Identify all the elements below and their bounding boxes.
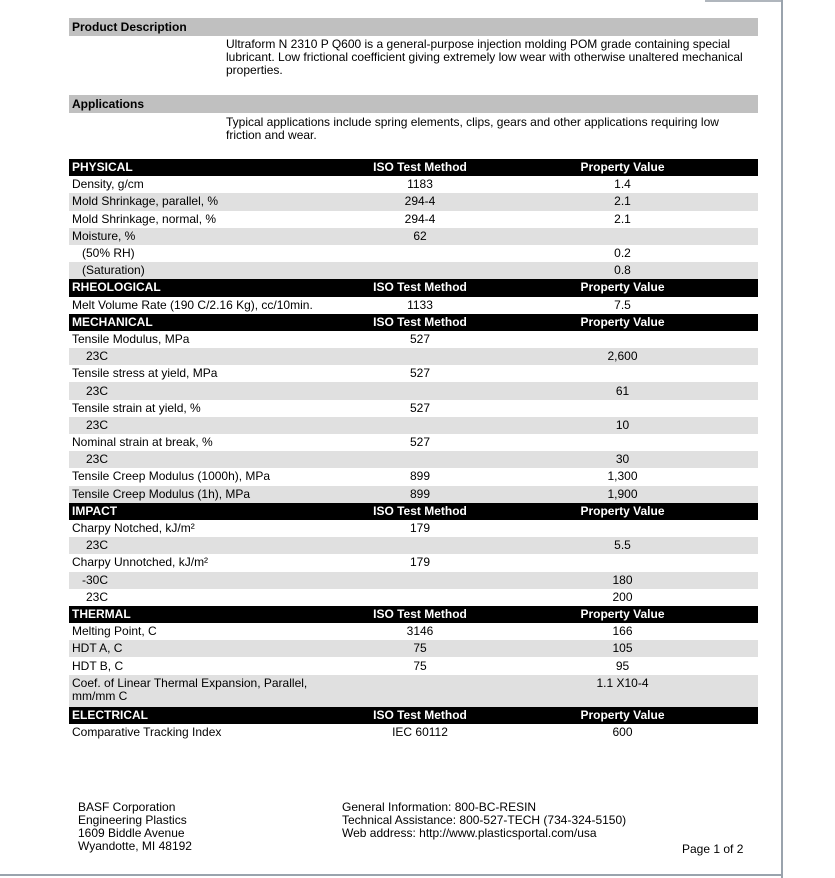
property-value xyxy=(487,554,758,571)
property-value: 166 xyxy=(612,624,633,639)
property-row xyxy=(69,331,758,348)
property-value xyxy=(487,365,758,382)
test-method xyxy=(353,589,487,606)
property-value: 600 xyxy=(612,724,633,739)
property-row xyxy=(69,572,758,589)
value-column-header: Property Value xyxy=(487,159,758,176)
property-label: Tensile Modulus, MPa xyxy=(72,331,190,346)
test-method xyxy=(353,572,487,589)
property-row xyxy=(69,400,758,417)
property-value: 2.1 xyxy=(614,211,631,226)
section-title: ELECTRICAL xyxy=(69,707,353,724)
section-title: RHEOLOGICAL xyxy=(69,279,353,296)
test-method: 3146 xyxy=(406,624,434,639)
value-column-header: Property Value xyxy=(487,279,758,296)
test-method xyxy=(353,348,487,365)
property-label: (50% RH) xyxy=(82,246,135,261)
property-value: 1.1 X10-4 xyxy=(487,675,758,707)
test-method xyxy=(353,262,487,279)
product-description-text: Ultraform N 2310 P Q600 is a general-purpose injection molding POM grade containing special lubricant. Low frictional coefficient giving extremely low wear with otherwise unaltered mechanical properties. xyxy=(226,37,743,77)
property-label: 23C xyxy=(69,451,353,468)
test-method xyxy=(353,417,487,434)
section-title: THERMAL xyxy=(69,606,353,623)
section-header-impact xyxy=(69,503,758,520)
company-name: BASF Corporation xyxy=(78,800,176,814)
property-label: Comparative Tracking Index xyxy=(72,724,222,739)
property-label: -30C xyxy=(69,572,353,589)
contact-info xyxy=(342,801,626,840)
company-division: Engineering Plastics xyxy=(78,813,187,827)
section-title: PHYSICAL xyxy=(69,159,353,176)
property-row xyxy=(69,537,758,554)
property-label: Charpy Notched, kJ/m² xyxy=(72,521,195,536)
test-method: 527 xyxy=(409,435,431,450)
property-label: 23C xyxy=(69,382,353,399)
test-method: 1133 xyxy=(407,297,433,312)
property-label: Charpy Unnotched, kJ/m² xyxy=(72,555,209,570)
property-row xyxy=(69,520,758,537)
properties-table xyxy=(69,159,758,741)
property-value: 180 xyxy=(487,572,758,589)
property-value: 5.5 xyxy=(487,537,758,554)
company-street: 1609 Biddle Avenue xyxy=(78,826,185,840)
test-method: 179 xyxy=(409,555,431,570)
general-information: General Information: 800-BC-RESIN xyxy=(342,800,537,814)
property-row xyxy=(69,554,758,571)
test-method: 294-4 xyxy=(404,211,436,226)
test-method: 899 xyxy=(409,469,431,484)
property-value: 30 xyxy=(487,451,758,468)
value-column-header: Property Value xyxy=(487,606,758,623)
company-address xyxy=(78,801,192,853)
applications-heading: Applications xyxy=(69,95,758,113)
page-border-bottom xyxy=(0,874,783,876)
property-value: 200 xyxy=(612,589,633,604)
property-row xyxy=(69,675,758,707)
property-value: 1,300 xyxy=(607,469,638,484)
property-row xyxy=(69,468,758,485)
method-column-header: ISO Test Method xyxy=(353,503,487,520)
property-row xyxy=(69,193,758,210)
property-label: Mold Shrinkage, parallel, % xyxy=(69,193,353,210)
section-header-rheological xyxy=(69,279,758,296)
section-header-thermal xyxy=(69,606,758,623)
section-header-mechanical xyxy=(69,314,758,331)
property-row xyxy=(69,176,758,193)
property-row xyxy=(69,657,758,674)
property-row xyxy=(69,417,758,434)
property-label: Melt Volume Rate (190 C/2.16 Kg), cc/10min. xyxy=(72,297,313,312)
test-method: 75 xyxy=(413,658,427,673)
applications-text: Typical applications include spring elements, clips, gears and other applications requiring low friction and wear. xyxy=(226,115,719,142)
test-method: 527 xyxy=(409,366,431,381)
test-method: IEC 60112 xyxy=(392,724,448,739)
value-column-header: Property Value xyxy=(487,314,758,331)
test-method: 1183 xyxy=(407,177,433,192)
property-label: Tensile Creep Modulus (1h), MPa xyxy=(69,486,353,503)
test-method: 527 xyxy=(409,331,431,346)
method-column-header: ISO Test Method xyxy=(353,314,487,331)
property-label: 23C xyxy=(86,589,109,604)
test-method: 899 xyxy=(353,486,487,503)
property-label: HDT A, C xyxy=(69,640,353,657)
property-value xyxy=(487,400,758,417)
test-method xyxy=(353,675,487,707)
property-row xyxy=(69,486,758,503)
property-value: 7.5 xyxy=(614,297,631,312)
property-label: Density, g/cm xyxy=(72,177,144,192)
property-label: Tensile strain at yield, % xyxy=(72,400,201,415)
section-header-physical xyxy=(69,159,758,176)
property-label: 23C xyxy=(69,537,353,554)
property-value xyxy=(487,520,758,537)
page-top-accent xyxy=(705,0,781,2)
property-row xyxy=(69,434,758,451)
test-method xyxy=(353,382,487,399)
section-header-electrical xyxy=(69,707,758,724)
property-row xyxy=(69,245,758,262)
property-row xyxy=(69,623,758,640)
technical-assistance: Technical Assistance: 800-527-TECH (734-324-5150) xyxy=(342,813,627,827)
property-value: 2.1 xyxy=(487,193,758,210)
method-column-header: ISO Test Method xyxy=(353,707,487,724)
value-column-header: Property Value xyxy=(487,707,758,724)
page-number: Page 1 of 2 xyxy=(682,842,744,856)
property-value xyxy=(487,331,758,348)
test-method: 75 xyxy=(353,640,487,657)
property-label: 23C xyxy=(69,417,353,434)
test-method: 62 xyxy=(353,228,487,245)
test-method: 179 xyxy=(409,521,431,536)
property-label: HDT B, C xyxy=(72,658,124,673)
method-column-header: ISO Test Method xyxy=(353,159,487,176)
property-row xyxy=(69,589,758,606)
property-label: Mold Shrinkage, normal, % xyxy=(72,211,217,226)
company-city: Wyandotte, MI 48192 xyxy=(78,839,192,853)
method-column-header: ISO Test Method xyxy=(353,279,487,296)
property-row xyxy=(69,262,758,279)
page-border xyxy=(781,0,783,878)
property-row xyxy=(69,382,758,399)
property-row xyxy=(69,348,758,365)
property-label: Moisture, % xyxy=(69,228,353,245)
property-label: Nominal strain at break, % xyxy=(72,435,213,450)
method-column-header: ISO Test Method xyxy=(353,606,487,623)
property-value: 1,900 xyxy=(487,486,758,503)
section-title: IMPACT xyxy=(69,503,353,520)
property-value: 1.4 xyxy=(614,177,631,192)
property-label: Tensile stress at yield, MPa xyxy=(72,366,218,381)
property-value: 105 xyxy=(487,640,758,657)
property-row xyxy=(69,724,758,741)
property-row xyxy=(69,211,758,228)
property-value: 10 xyxy=(487,417,758,434)
property-row xyxy=(69,297,758,314)
web-address: Web address: http://www.plasticsportal.com/usa xyxy=(342,826,597,840)
property-value: 2,600 xyxy=(487,348,758,365)
property-value xyxy=(487,434,758,451)
property-row xyxy=(69,640,758,657)
property-label: (Saturation) xyxy=(69,262,353,279)
property-label: Tensile Creep Modulus (1000h), MPa xyxy=(72,469,271,484)
property-row xyxy=(69,451,758,468)
property-label: 23C xyxy=(69,348,353,365)
property-value xyxy=(487,228,758,245)
test-method xyxy=(353,451,487,468)
property-row xyxy=(69,228,758,245)
test-method xyxy=(353,245,487,262)
test-method xyxy=(353,537,487,554)
property-value: 0.8 xyxy=(487,262,758,279)
property-value: 0.2 xyxy=(614,246,631,261)
property-value: 61 xyxy=(487,382,758,399)
property-value: 95 xyxy=(615,658,630,673)
value-column-header: Property Value xyxy=(487,503,758,520)
test-method: 294-4 xyxy=(353,193,487,210)
property-label: Coef. of Linear Thermal Expansion, Parallel, mm/mm C xyxy=(69,675,353,707)
test-method: 527 xyxy=(409,400,431,415)
section-title: MECHANICAL xyxy=(69,314,353,331)
product-description-heading: Product Description xyxy=(69,18,758,36)
property-label: Melting Point, C xyxy=(72,624,157,639)
property-row xyxy=(69,365,758,382)
